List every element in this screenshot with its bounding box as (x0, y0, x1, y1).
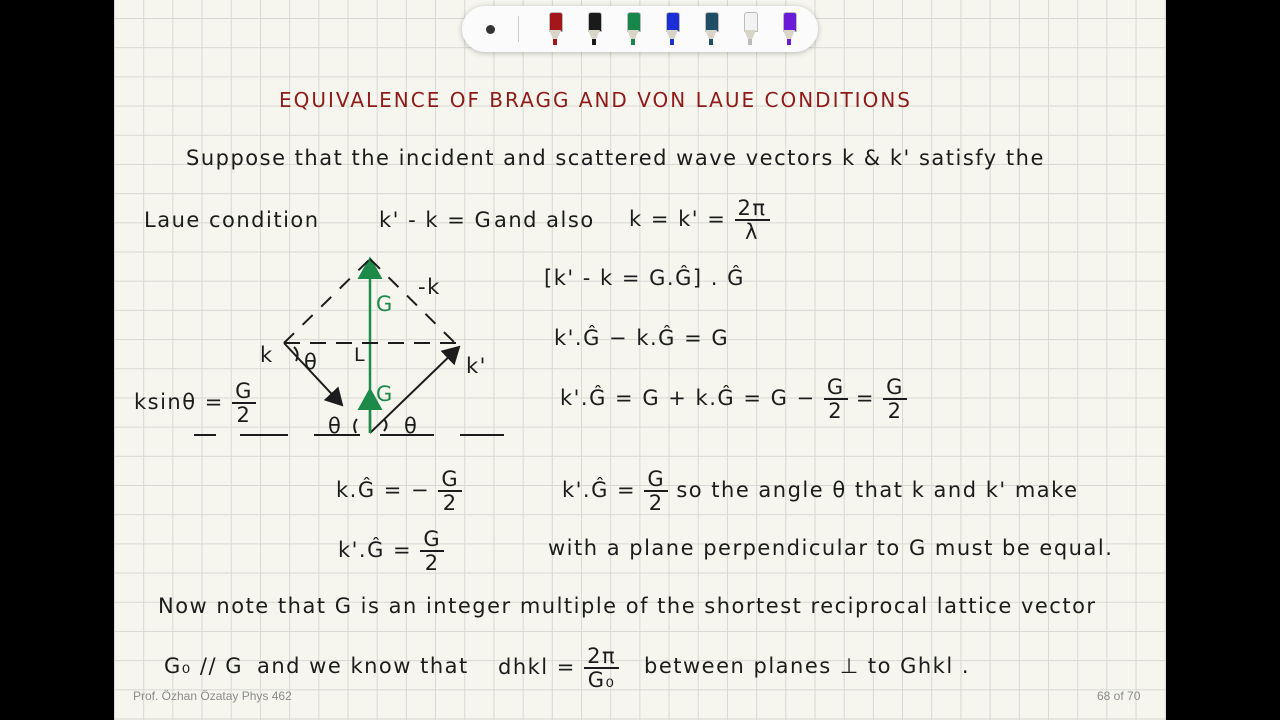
pen-point (631, 39, 635, 45)
theta-right-label: θ (404, 414, 419, 438)
line-with-a-plane: with a plane perpendicular to G must be equal. (548, 536, 1114, 560)
k-equals-kprime: k = k' = (629, 207, 727, 232)
purple-pen-icon[interactable] (778, 12, 800, 48)
dark-red-pen-icon[interactable] (544, 12, 566, 48)
label-k: k (260, 343, 274, 367)
line-laue-condition: Laue condition (144, 208, 320, 232)
notebook-page (114, 0, 1166, 720)
line-g0-parallel: G₀ // G (164, 654, 243, 678)
green-pen-icon[interactable] (622, 12, 644, 48)
equation-so-angle (562, 468, 1079, 514)
g-over-two (232, 380, 256, 426)
fraction-denominator: λ (745, 220, 759, 245)
dhkl-label: dhkl = (498, 655, 576, 680)
black-pen-icon[interactable] (583, 12, 605, 48)
two-pi-over-g0 (584, 645, 619, 691)
eq3-frac-2 (883, 376, 907, 422)
footer-author: Prof. Özhan Özatay Phys 462 (133, 689, 292, 703)
white-pen-icon[interactable] (739, 12, 761, 48)
pen-cap (666, 12, 680, 32)
label-g-top: G (376, 292, 394, 316)
fraction-denominator: 2 (442, 491, 458, 516)
angle-arc-right (384, 419, 387, 431)
equation-kprime-ghat (560, 376, 907, 422)
eq4-left: k.Ĝ = − (336, 478, 431, 503)
pen-toolbar (462, 6, 818, 52)
eq3-equals: = (855, 386, 875, 411)
eq3-left: k'.Ĝ = G + k.Ĝ = G − (560, 386, 816, 411)
fraction-numerator: G (232, 380, 256, 404)
pen-point (709, 39, 713, 45)
fraction-numerator: 2π (584, 645, 619, 669)
fraction-numerator: G (824, 376, 848, 400)
ksin-label: ksinθ = (134, 390, 224, 415)
label-minus-k: -k (418, 275, 441, 299)
fraction-numerator: G (420, 528, 444, 552)
fraction-numerator: G (883, 376, 907, 400)
theta-top-label: θ (304, 350, 319, 374)
equal-magnitude-eq (629, 197, 770, 243)
line-we-know: and we know that (257, 654, 469, 678)
dhkl-equation (498, 645, 619, 691)
laue-equation: k' - k = G (379, 208, 493, 232)
fraction-denominator: 2 (887, 399, 903, 424)
equation-expand: k'.Ĝ − k.Ĝ = G (554, 326, 730, 350)
pen-cap (549, 12, 563, 32)
teal-pen-icon[interactable] (700, 12, 722, 48)
theta-left-label: θ (328, 414, 343, 438)
right-angle-mark: L (354, 344, 367, 366)
fraction-numerator: G (438, 468, 462, 492)
line-and-also: and also (494, 208, 595, 232)
two-pi-over-lambda (735, 197, 770, 243)
fraction-denominator: 2 (648, 491, 664, 516)
pen-cap (627, 12, 641, 32)
fraction-denominator: 2 (828, 399, 844, 424)
eq6-text: so the angle θ that k and k' make (676, 478, 1079, 503)
pen-cap (588, 12, 602, 32)
fraction-numerator: G (644, 468, 668, 492)
fraction-denominator: 2 (236, 403, 252, 428)
pen-point (787, 39, 791, 45)
pen-point (748, 39, 752, 45)
label-kprime: k' (466, 354, 487, 378)
eq3-frac-1 (824, 376, 848, 422)
toolbar-divider (518, 16, 519, 42)
eq5-frac (420, 528, 444, 574)
ksin-theta-eq (134, 380, 256, 426)
eq6-frac (644, 468, 668, 514)
pen-cap (705, 12, 719, 32)
pen-point (592, 39, 596, 45)
equation-kprime-ghat-2 (338, 528, 444, 574)
eq4-frac (438, 468, 462, 514)
fraction-denominator: 2 (424, 551, 440, 576)
pen-point (553, 39, 557, 45)
dashed-left-edge (284, 259, 370, 343)
pen-point (670, 39, 674, 45)
equation-k-ghat (336, 468, 462, 514)
eq6-left: k'.Ĝ = (562, 478, 637, 503)
line-between-planes: between planes ⊥ to Ghkl . (644, 654, 971, 678)
pen-cap (744, 12, 758, 32)
eq5-left: k'.Ĝ = (338, 538, 413, 563)
pen-cap (783, 12, 797, 32)
page-counter: 68 of 70 (1097, 689, 1141, 703)
fraction-denominator: G₀ (587, 668, 616, 693)
angle-arc-left (354, 419, 357, 433)
fraction-numerator: 2π (735, 197, 770, 221)
lasso-dot-icon[interactable] (486, 25, 495, 34)
line-now-note: Now note that G is an integer multiple of the shortest reciprocal lattice vector (158, 594, 1097, 618)
line-suppose: Suppose that the incident and scattered wave vectors k & k' satisfy the (186, 146, 1045, 170)
equation-dot-ghat: [k' - k = G.Ĝ] . Ĝ (544, 266, 745, 290)
label-g-bottom: G (376, 382, 394, 406)
page-title: EQUIVALENCE OF BRAGG AND VON LAUE CONDITIONS (279, 88, 912, 112)
blue-pen-icon[interactable] (661, 12, 683, 48)
